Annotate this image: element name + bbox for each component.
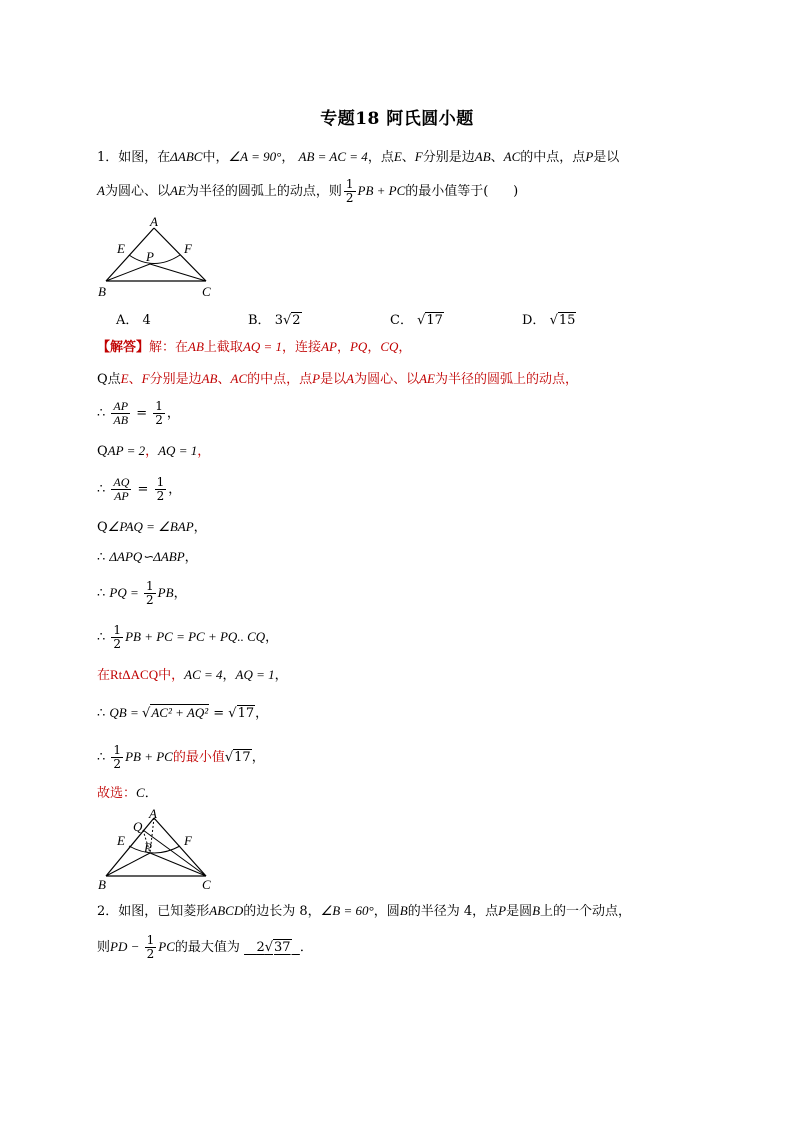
- label-P: P: [146, 249, 154, 264]
- solution-step-11: ∴ $\frac{1}{2}$ PB + PC的最小值√17，: [97, 743, 265, 771]
- label-E: E: [117, 241, 125, 256]
- label-B: B: [98, 877, 106, 892]
- answer-blank: 2√37: [256, 940, 291, 955]
- solution-step-9: 在RtΔACQ中，AC = 4，AQ = 1，: [97, 667, 288, 683]
- label-C: C: [202, 877, 211, 892]
- label-P: P: [144, 840, 152, 855]
- q1-line1: 1．如图，在ΔABC中，∠A = 90°， AB = AC = 4，点E、F分别是边AB、AC的中点，点P是以: [97, 149, 620, 165]
- solution-step-4: ∴ $\frac{AQ}{AP}$ = $\frac{1}{2}$ ，: [97, 475, 182, 503]
- q1-figure: [96, 214, 221, 303]
- solution-answer: 故选：C．: [97, 785, 158, 801]
- page-title: 专题18 阿氏圆小题: [320, 109, 474, 129]
- choice-c[interactable]: C． √17: [390, 313, 443, 328]
- choice-a[interactable]: A． 4: [116, 313, 151, 328]
- solution-step-8: ∴ $\frac{1}{2}$ PB + PC = PC + PQ.. CQ，: [97, 623, 279, 651]
- solution-figure: [96, 808, 221, 897]
- q2-line2: 则PD − $\frac{1}{2}$ PC的最大值为 2√37 ．: [97, 933, 313, 961]
- label-F: F: [184, 833, 192, 848]
- label-E: E: [117, 833, 125, 848]
- solution-intro: 【解答】解：在AB上截取AQ = 1，连接AP，PQ，CQ，: [97, 339, 412, 355]
- choice-d[interactable]: D． √15: [522, 313, 576, 328]
- label-Q: Q: [133, 819, 143, 834]
- label-F: F: [184, 241, 192, 256]
- solution-step-3: QAP = 2，AQ = 1，: [97, 443, 211, 459]
- label-A: A: [150, 214, 158, 229]
- label-A: A: [149, 806, 157, 821]
- solution-step-10: ∴ QB = √AC² + AQ² = √17，: [97, 705, 269, 721]
- solution-step-5: Q∠PAQ = ∠BAP，: [97, 519, 207, 535]
- label-C: C: [202, 284, 211, 299]
- q2-line1: 2．如图，已知菱形ABCD的边长为 8，∠B = 60°，圆B的半径为 4，点P是圆B上的一个动点，: [97, 903, 632, 919]
- solution-step-7: ∴ PQ = $\frac{1}{2}$ PB，: [97, 579, 187, 607]
- solution-step-2: ∴ $\frac{AP}{AB}$ = $\frac{1}{2}$ ，: [97, 399, 180, 427]
- fraction-half: $\frac{1}{2}$: [345, 177, 354, 205]
- solution-step-1: Q点E、F分别是边AB、AC的中点，点P是以A为圆心、以AE为半径的圆弧上的动点，: [97, 371, 578, 387]
- solution-step-6: ∴ ΔAPQ∽ΔABP，: [97, 549, 198, 565]
- q1-line2: A为圆心、以AE为半径的圆弧上的动点，则 $\frac{1}{2}$ PB + PC的最小值等于( ): [97, 177, 519, 205]
- choice-b[interactable]: B． 3√2: [248, 313, 301, 328]
- label-B: B: [98, 284, 106, 299]
